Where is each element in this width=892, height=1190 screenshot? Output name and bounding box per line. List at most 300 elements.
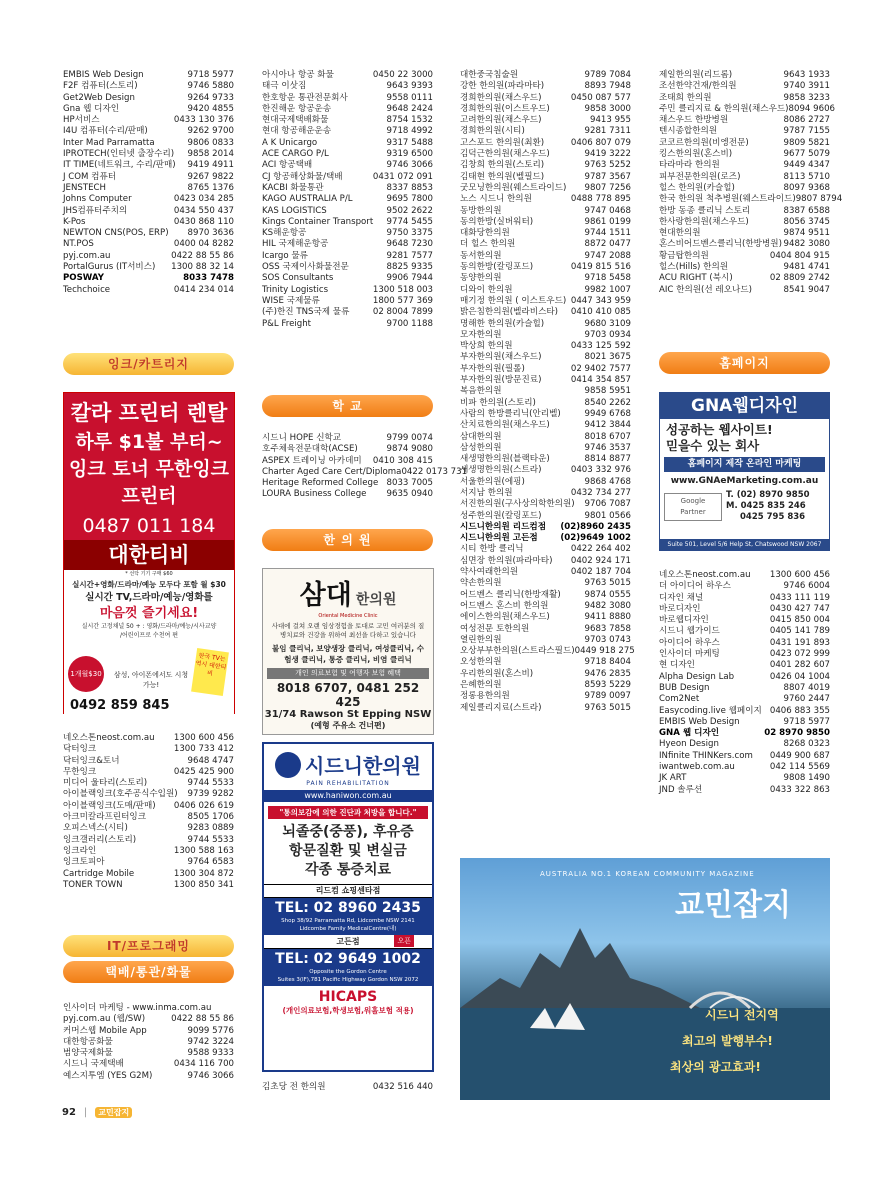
list-item-phone: 1300 850 341 [173,879,234,890]
list-item-name: A K Unicargo [262,137,318,148]
list-item [659,660,830,671]
list-item-phone: 9874 9080 [386,444,433,455]
list-item-name: 잉크라인 [63,845,97,856]
list-item-name: 시티 한방 클리닉 [460,544,524,555]
list-item-phone: 9750 3375 [386,228,433,239]
list-item-phone: 9449 4347 [783,160,830,171]
list-item-phone: 9718 5977 [187,70,234,80]
list-item-name: JHS컴퓨터주치의 [63,205,128,216]
list-item-name: Cartridge Mobile [63,868,135,879]
list-item-phone: 0450 22 3000 [372,70,433,80]
list-item [262,296,433,307]
list-item-name: Com2Net [659,694,700,705]
sydney-notice: "통의보감에 의한 진단과 처방을 합니다." [268,806,428,819]
list-item-phone: 9476 2835 [584,668,631,679]
list-item-phone: 9281 7311 [584,126,631,137]
list-item-name: 김덕근한의원(채스우드) [460,149,550,160]
list-item-name: 열린한의원 [460,634,502,645]
list-item-phone: 8021 3675 [584,352,631,363]
list-item-name: 오성한의원 [460,657,502,668]
list-item-phone: 9744 1511 [584,228,631,239]
list-item [262,466,468,478]
list-item [63,823,234,834]
list-item-name: 힐스(Hills) 한의원 [659,262,729,273]
list-item-name: 부자한의원(채스우드) [460,352,542,363]
list-item [63,733,234,744]
list-item-phone: 9774 5455 [386,216,433,227]
list-item-name: P&L Freight [262,318,312,329]
list-item-name: 디자인 채널 [659,592,704,603]
list-item-name: 밝은침한의원(벨라비스타) [460,307,559,318]
list-item-phone: 9635 0940 [386,489,433,500]
list-item-name: 아이디어 하우스 [659,637,720,648]
list-item-phone: 042 114 5569 [769,762,830,773]
list-item-phone: 9807 8794 [795,194,843,205]
list-item-phone: 0414 354 857 [570,375,631,386]
list-item-phone: 0432 734 277 [570,487,631,498]
list-item [659,694,830,705]
list-item-name: 커머스웹 Mobile App [63,1025,147,1036]
list-item [63,70,234,81]
list-item-name: EMBIS Web Design [659,716,740,727]
list-item-phone: 0423 034 285 [173,194,234,205]
list-item [460,398,631,409]
page-number: 92 [62,1107,76,1118]
list-item [659,773,830,784]
list-item-phone: 1300 304 872 [173,868,234,879]
list-item [63,767,234,778]
sydney-tel1: TEL: 02 8960 2435 [275,900,421,916]
list-item [659,70,830,81]
tv-line2: 실시간 TV,드라마/예능/영화를 [85,592,213,603]
list-item [460,454,631,465]
gna-line2: 믿을수 있는 회사 [666,438,760,453]
list-col2-cargo [262,70,433,330]
gna-url: www.GNAeMarketing.com.au [670,476,819,486]
list-item-name: KACBI 화물통관 [262,182,324,193]
list-item-phone: 9648 2424 [386,103,433,114]
gna-tel: T. (02) 8970 9850 [726,490,810,500]
list-item [63,172,234,183]
list-item-name: 바로웹디자인 [659,615,709,626]
list-item [460,646,635,657]
list-item-phone: 9680 3109 [584,318,631,329]
list-item-name: HP서비스 [63,115,100,126]
header-delivery: 택배/통관/화물 [63,961,234,983]
list-item [63,789,234,800]
list-item-phone: 0422 88 55 86 [171,250,234,261]
list-item [460,262,631,273]
list-item [63,880,234,891]
list-item-name: 현대국제택배화물 [262,115,329,126]
list-item-phone: 9413 955 [589,115,631,126]
list-item [63,869,234,880]
list-item-name: 대한항공화물 [63,1036,113,1047]
list-item-name: Hyeon Design [659,739,719,750]
list-item-name: 제일클리지료(스트라) [460,702,542,713]
list-item [262,456,433,467]
list-item-phone: 0433 322 863 [769,784,830,795]
list-item-name: 시드니한의원 고든점 [460,533,538,544]
list-item-name: 삼성한의원 [460,442,502,453]
list-item-name: 삼대한의원 [460,431,502,442]
list-item-phone: 9744 5533 [187,778,234,789]
list-item-phone: 9763 5015 [584,702,631,713]
sydney-tel2: TEL: 02 9649 1002 [275,951,421,967]
list-item [460,296,631,307]
list-item-phone: 8086 2727 [783,115,830,126]
list-item-phone: 8807 4019 [783,682,830,693]
list-item-phone: 9419 4911 [187,160,234,171]
list-item [262,251,433,262]
list-item-name: 시드니한의원 리드컴점 [460,521,547,532]
list-item-name: F2F 컴퓨터(스토리) [63,81,138,92]
list-item [63,285,234,296]
sydney-hanuiwon-ad [262,742,434,1072]
list-item [659,160,830,171]
list-item [63,228,234,239]
list-item-phone: 0430 868 110 [173,216,234,227]
list-item-name: 채스우드 한방병원 [659,115,729,126]
list-item-name: AIC 한의원(선 레오나드) [659,284,752,295]
samdae-clinics: 불임 클리닉, 보양생장 클리닉, 여성클리닉, 수험생 클리닉, 통증 클리닉, 비염 클리닉 [271,644,424,664]
list-item-name: 킹스한의원(혼스비) [659,149,733,160]
list-item-name: ACI 항공택배 [262,160,313,171]
list-item-phone: 0414 234 014 [173,284,234,295]
header-it: IT/프로그래밍 [63,935,234,957]
list-item [460,160,631,171]
magazine-l1: 시드니 전지역 [705,1008,779,1022]
list-item-name: Inter Mad Parramatta [63,137,155,148]
list-item [460,341,631,352]
list-item-name: K-Pos [63,216,86,227]
sydney-addr2b: Suites 3(IF),781 Pacific Highway Gordon NSW 2072 [277,977,419,983]
list-item-phone: 9740 3911 [783,81,830,92]
list-item-name: 아이블랙잉크(도매/판매) [63,800,156,811]
list-item [460,364,631,375]
list-item-name: 매기정 한의원 ( 이스트우드) [460,295,567,306]
list-item-phone: 9789 7084 [584,70,631,80]
list-item-phone: 0425 425 900 [173,766,234,777]
list-item [63,1014,234,1025]
list-item [262,478,433,489]
list-item-phone: 1300 88 32 14 [171,262,234,273]
list-item-phone: 9267 9822 [187,171,234,182]
list-item-name: 현 디자인 [659,660,695,671]
list-item-name: 노스 시드니 한의원 [460,194,532,205]
list-item-name: Trinity Logistics [262,284,329,295]
list-item-name: 정롱용한의원 [460,691,510,702]
list-item-phone: 8018 6707 [584,431,631,442]
list-item-phone: 0488 778 895 [570,194,631,205]
list-item-name: 오피스넥스(시티) [63,823,128,834]
list-item-phone: 9746 5880 [187,81,234,92]
list-item-name: 오상부부한의원(스트라스필드) [460,646,575,657]
samdae-desc: 사대에 걸쳐 오랜 임상경험을 토대로 고민 여러분의 질병치료와 건강을 위하여 최선을 다하고 있습니다 [271,622,425,639]
list-item-name: 예스지투엠 (YES G2M) [63,1070,153,1081]
list-item-name: 서지남 한의원 [460,487,513,498]
list-item-phone: 9801 0566 [584,510,631,521]
list-item [63,1037,234,1048]
list-item-name: 닥터잉크 [63,744,97,755]
list-item-phone: 8337 8853 [386,182,433,193]
list-item-phone: 9906 7944 [386,273,433,284]
list-item [262,138,433,149]
list-item [63,857,234,868]
list-item-name: Easycoding.live 웹페이지 [659,705,762,716]
list-item [460,703,631,714]
list-item-phone: 9703 0743 [584,634,631,645]
sydney-branch1: 리드컴 쇼핑센타점 [264,884,432,898]
list-col4-homepage [659,570,830,796]
list-item-name: 약사여래한의원 [460,567,519,578]
list-item-phone: 9764 6583 [187,857,234,868]
list-item-name: 한사랑한의원(채스우드) [659,216,749,227]
tv-sticky: 한국 TV는 역시 대한티비 [191,648,229,696]
list-item [460,228,631,239]
list-item-phone: 0401 282 607 [769,660,830,671]
list-item-name: KAS LOGISTICS [262,205,327,216]
list-item-name: 닥터잉크&토너 [63,755,120,766]
list-item [460,194,631,205]
list-item-name: 힐스 한의원(카슬힐) [659,182,735,193]
list-item-name: Techchoice [63,284,111,295]
list-item [659,115,830,126]
list-item [460,691,631,702]
gna-mobile2: 0425 795 836 [740,512,806,522]
list-item [659,615,830,626]
list-item [460,499,631,510]
list-item-phone: 8754 1532 [386,115,433,126]
printer-line2: 잉크 토너 무한잉크 [68,458,230,480]
list-item [63,801,234,812]
list-item-phone: 0450 087 577 [570,92,631,103]
sydney-line1: 뇌졸중(중풍), 후유증 [282,824,414,840]
list-item-phone: 9502 2622 [386,205,433,216]
list-col1-it [63,70,234,296]
list-item [63,1059,234,1070]
printer-title: 칼라 프린터 렌탈 [70,401,228,425]
samdae-ad [262,568,434,735]
list-item-phone: (02)9649 1002 [560,533,631,544]
list-item-name: 동양한의원 [460,273,502,284]
gna-mobile: M. 0425 835 246 [726,501,806,511]
sydney-hicaps-sub: (개인의료보험,학생보험,워홀보험 적용) [282,1006,414,1015]
list-item [63,778,234,789]
list-item [63,262,234,273]
list-item-phone: 8094 9606 [788,103,836,114]
list-item [460,465,631,476]
list-item-phone: 9695 7800 [386,194,433,205]
list-item-phone: 9746 3066 [187,1070,234,1081]
list-item-phone: 0423 072 999 [769,649,830,660]
list-item-name: 복음한의원 [460,386,502,397]
list-item-name: 동의한방(칼링포드) [460,262,534,273]
list-item [659,126,830,137]
list-item-phone: 9683 7858 [584,623,631,634]
list-item [659,138,830,149]
list-item [460,477,631,488]
list-item [262,273,433,284]
tv-line6: 삼성, 아이폰에서도 시청 가능! [113,671,189,689]
list-col4-hanuiwon [659,70,843,296]
header-homepage: 홈페이지 [659,352,830,374]
sydney-addr2: Opposite the Gordon Centre [309,969,387,975]
list-item [262,104,433,115]
tv-body [64,570,234,720]
list-item [659,638,830,649]
list-item-name: 시드니 HOPE 신학교 [262,433,342,443]
list-item-phone: 9858 3000 [584,103,631,114]
gna-address: Suite 501, Level 5/6 Help St, Chatswood NSW 2067 [660,539,829,550]
list-item-name: 모자한의원 [460,329,502,340]
samdae-name: 삼대 [299,580,352,611]
list-item-phone: 0404 804 915 [769,250,830,261]
sydney-name: 시드니한의원 [305,754,421,778]
sydney-branch2: 고든점 [264,935,432,949]
sydney-hicaps: HICAPS [318,989,378,1005]
list-item [659,149,830,160]
list-item-phone: 0433 130 376 [173,115,234,126]
list-item-name: HIL 국제해운항공 [262,239,329,250]
list-item [262,126,433,137]
list-item-phone: 9809 5821 [783,137,830,148]
list-item-name: ASPEX 트레이닝 아카데미 [262,455,362,466]
printer-ad [63,392,235,714]
list-item [659,683,830,694]
samdae-phones: 8018 6707, 0481 252 425 [276,681,420,709]
list-item [460,533,631,544]
list-item-name: 사람의 한방클리닉(안리벨) [460,408,561,419]
list-item-phone: 0406 883 355 [769,705,830,716]
list-item-name: Icargo 물류 [262,250,308,261]
list-item-phone: 9283 0889 [187,823,234,834]
list-item [63,183,234,194]
list-item-phone: 8970 3636 [187,228,234,239]
list-item-phone: 1800 577 369 [372,295,433,306]
list-item-name: 굿모닝한의원(웨스트라이드) [460,182,567,193]
list-item [262,70,433,81]
list-item-phone: 9317 5488 [386,137,433,148]
list-item-phone: 9099 5776 [187,1025,234,1036]
list-item-phone: 9858 5951 [584,386,631,397]
list-item-phone: 8593 5229 [584,680,631,691]
list-item-name: IPROTECH(인터넷 출장수리) [63,149,175,160]
list-item-name: ACE CARGO P/L [262,149,329,160]
list-item-phone: 0432 516 440 [372,1082,433,1092]
list-item [460,138,631,149]
list-item [63,126,234,137]
list-item [63,160,234,171]
list-item-name: 혼스비어드벤스클리닉(한방병원) [659,239,782,250]
list-item [460,115,631,126]
list-item-name: JK ART [659,773,687,784]
list-item-name: 김초당 전 한의원 [262,1082,326,1092]
footer-magazine: 교민잡지 [95,1107,132,1118]
list-item-phone: 9264 9733 [187,92,234,103]
list-item-name: SOS Consultants [262,273,334,284]
list-item-name: pyj.com.au (웹/SW) [63,1014,146,1025]
list-item-name: 더 아이디어 하우스 [659,581,731,592]
list-item-name: 코코르한의원(비엥전문) [659,137,749,148]
list-item-phone: 0402 187 704 [570,567,631,578]
list-item [63,206,234,217]
list-item-name: 텐시종합한의원 [659,126,718,137]
list-item-phone: 0449 918 275 [574,646,635,657]
list-item-phone: 9718 4992 [386,126,433,137]
list-item [460,93,631,104]
list-item [659,93,830,104]
list-item [460,183,631,194]
list-item-phone: 0434 116 700 [173,1059,234,1070]
list-item [460,217,631,228]
list-item [262,489,433,500]
list-item [63,835,234,846]
list-item [63,251,234,262]
list-item-name: 인사이더 마케팅 - www.inma.com.au [63,1003,212,1013]
list-item [659,206,830,217]
list-item [460,578,631,589]
gna-title: GNA웹디자인 [660,393,829,419]
list-item-name: 강한 한의원(파라마타) [460,81,545,92]
list-item [63,115,234,126]
list-item-phone: 9949 6768 [584,408,631,419]
gna-partner-badge: Google Partner [664,493,722,521]
list-item-name: 대화당한의원 [460,228,510,239]
list-item-phone: 9787 3567 [584,171,631,182]
list-item-phone: 8505 1706 [187,812,234,823]
list-item-phone: 9746 6004 [783,581,830,592]
list-item-phone: 9763 5015 [584,578,631,589]
list-item [460,409,631,420]
list-item-name: 범양국제화물 [63,1048,113,1059]
list-item-name: 부자한의원(방문진료) [460,375,542,386]
footer-divider: | [83,1107,88,1118]
list-item-phone: 0422 88 55 86 [171,1014,234,1025]
list-item-name: 제일한의원(리드롬) [659,70,733,80]
list-item [262,239,433,250]
list-item [659,285,830,296]
list-item [63,846,234,857]
list-col3-hanuiwon [460,70,635,714]
list-item-phone: 9412 3844 [584,420,631,431]
tv-bubble: 1개월$30 [68,656,104,692]
list-item [659,273,830,284]
gna-line1: 성공하는 웹사이트! [666,422,773,437]
list-item-name: POSWAY [63,273,104,284]
list-item-phone: 9718 5977 [783,716,830,727]
list-item-name: 비파 한의원(스토리) [460,397,536,408]
list-item-phone: 9482 3080 [584,600,631,611]
list-item-name: 약손한의원 [460,578,502,589]
list-item-phone: 1300 588 163 [173,845,234,856]
list-item-phone: 8765 1376 [187,182,234,193]
list-item [659,593,830,604]
list-item [63,744,234,755]
list-item-name: (주)한진 TNS국제 물류 [262,307,350,318]
list-item [460,624,631,635]
tv-note: * 선닥 기기 구매 $60 [125,571,173,577]
list-item-name: 네오스톤neost.com.au [659,570,751,580]
list-item [63,93,234,104]
list-item-name: INfinite THINKers.com [659,750,753,761]
list-item-name: 황금탑한의원 [659,250,709,261]
header-ink: 잉크/카트리지 [63,353,234,375]
samdae-parking: (예형 주유소 건너편) [310,721,386,730]
list-item [63,1048,234,1059]
list-item-phone: 9742 3224 [187,1036,234,1047]
list-item-name: JENSTECH [63,182,106,193]
